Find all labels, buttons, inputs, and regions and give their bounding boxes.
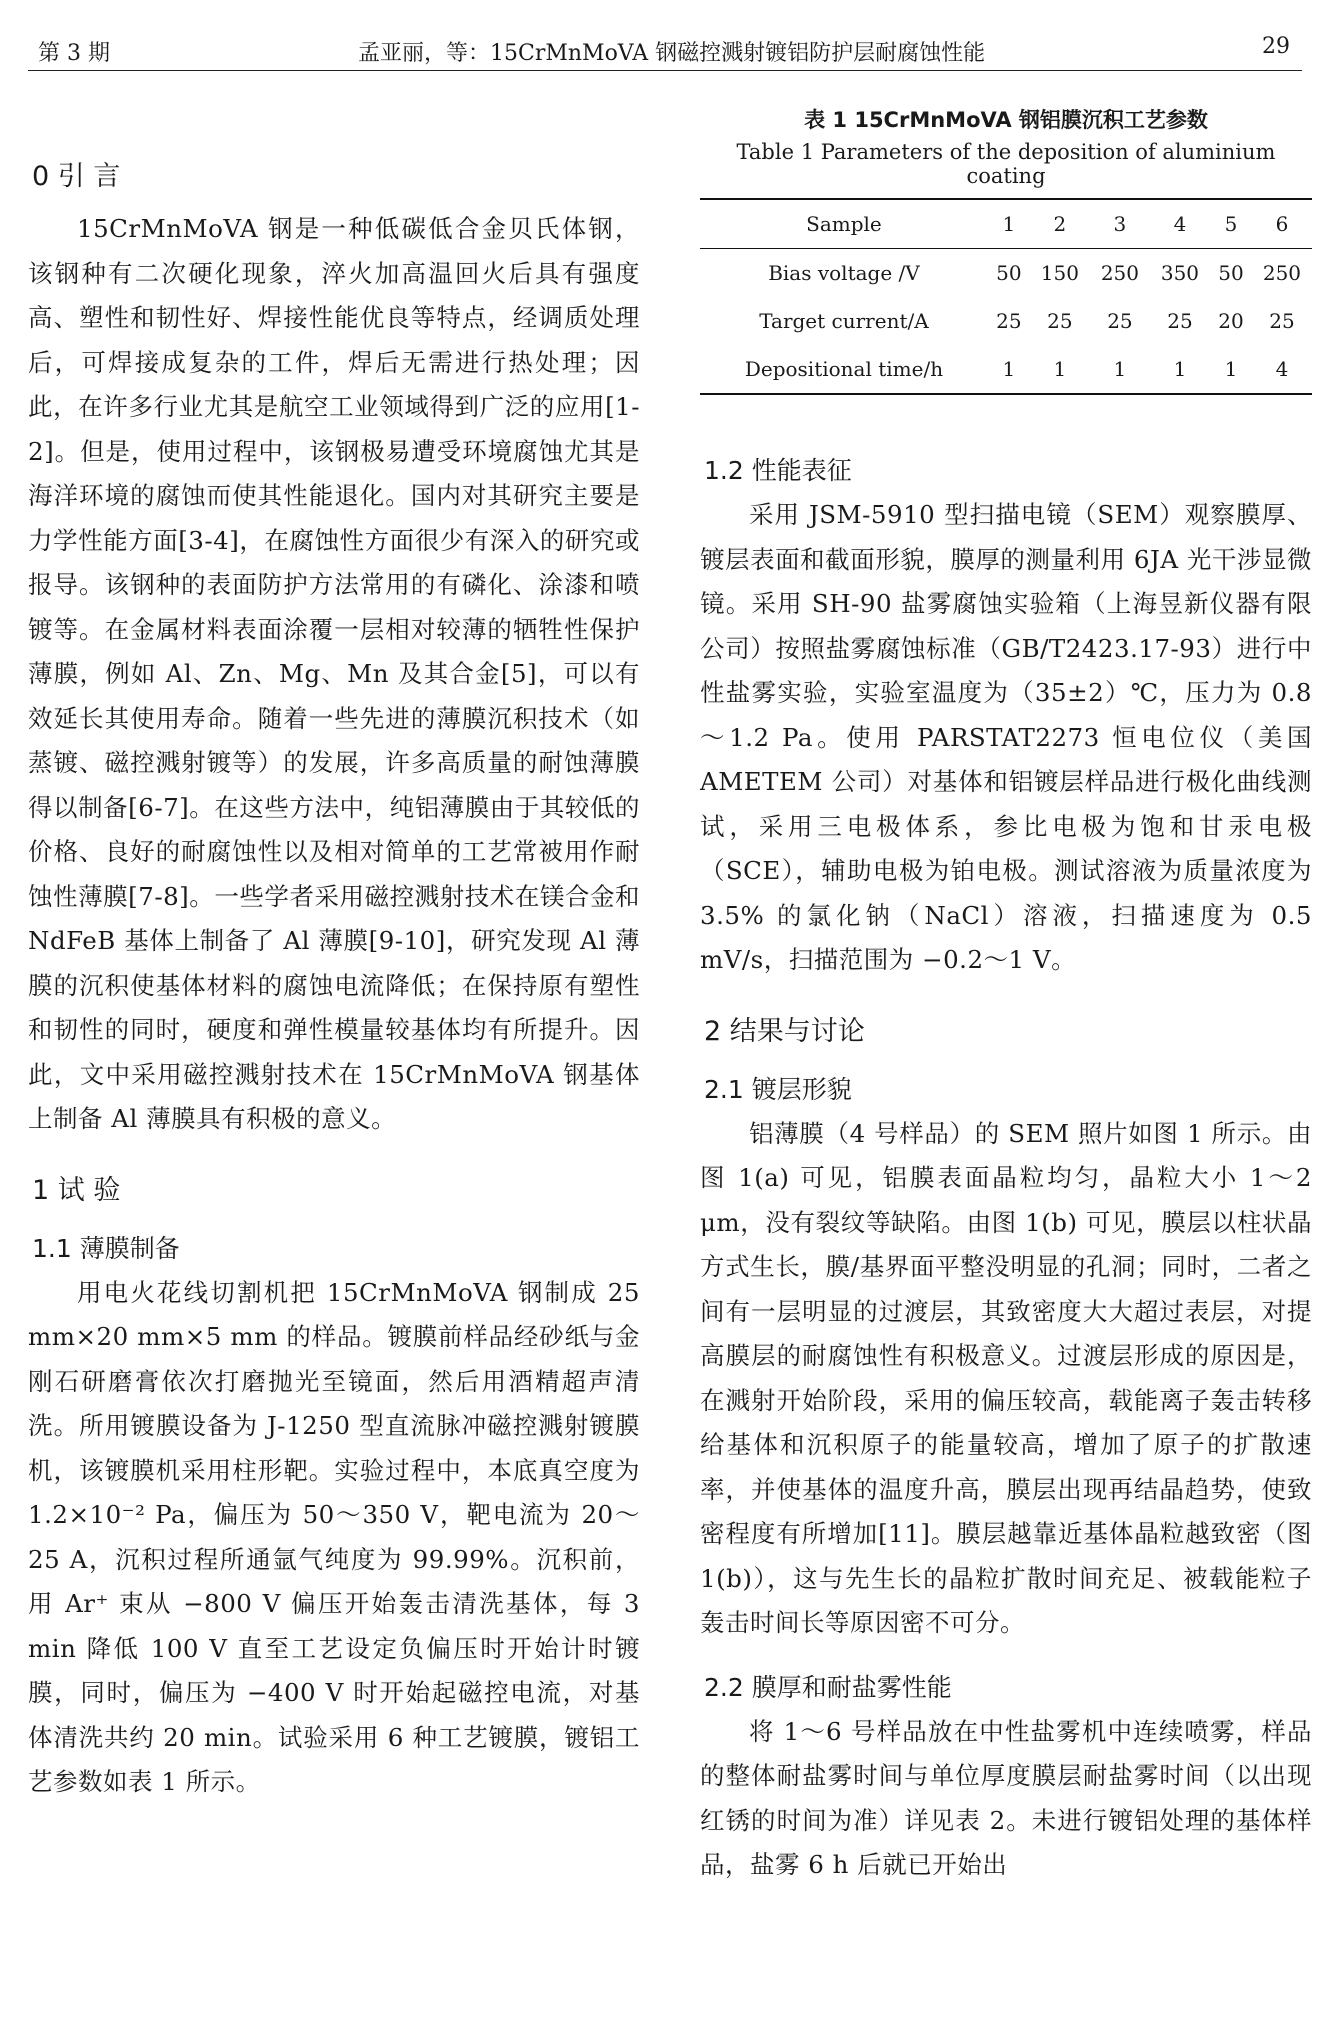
issue-label: 第 3 期 bbox=[38, 41, 110, 66]
table-header-cell: Sample bbox=[806, 212, 882, 236]
table-cell: Bias voltage /V bbox=[768, 261, 920, 285]
table-header-cell: 2 bbox=[1053, 212, 1067, 236]
film-preparation-paragraph: 用电火花线切割机把 15CrMnMoVA 钢制成 25 mm×20 mm×5 mm 的样品。镀膜前样品经砂纸与金刚石研磨膏依次打磨抛光至镜面，然后用酒精超声清洗。所用镀膜设备为 J-1250 型直流脉冲磁控溅射镀膜机，该镀膜机采用柱形靶。实验过程中，本底真空度为 1.2×10⁻² Pa，偏压为 50～350 V，靶电流为 20～25 A，沉积过程所通氩气纯度为 99.99%。沉积前，用 Ar⁺ 束从 −800 V 偏压开始轰击清洗基体，每 3 min 降低 100 V 直至工艺设定负偏压时开始计时镀膜，同时，偏压为 −400 V 时开始起磁控电流，对基体清洗共约 20 min。试验采用 6 种工艺镀膜，镀铝工艺参数如表 1 所示。 bbox=[28, 1277, 640, 1796]
table-caption-en: Table 1 Parameters of the deposition of aluminium coating bbox=[736, 140, 1276, 188]
subsection-heading-salt-spray: 2.2 膜厚和耐盐雾性能 bbox=[704, 1672, 952, 1702]
table-cell: 350 bbox=[1160, 261, 1200, 285]
characterization-paragraph: 采用 JSM-5910 型扫描电镜（SEM）观察膜厚、镀层表面和截面形貌，膜厚的测量利用 6JA 光干涉显微镜。采用 SH-90 盐雾腐蚀实验箱（上海昱新仪器有限公司）按照盐雾腐蚀标准（GB/T2423.17-93）进行中性盐雾实验，实验室温度为（35±2）℃，压力为 0.8～1.2 Pa。使用 PARSTAT2273 恒电位仪（美国 AMETEM 公司）对基体和铝镀层样品进行极化曲线测试，采用三电极体系，参比电极为饱和甘汞电极（SCE），辅助电极为铂电极。测试溶液为质量浓度为 3.5% 的氯化钠（NaCl）溶液，扫描速度为 0.5 mV/s，扫描范围为 −0.2～1 V。 bbox=[700, 500, 1312, 974]
table-cell: 25 bbox=[996, 309, 1022, 333]
table-row bbox=[700, 297, 1312, 345]
deposition-parameters-table bbox=[700, 198, 1312, 395]
table-caption-zh: 表 1 15CrMnMoVA 钢铝膜沉积工艺参数 bbox=[804, 108, 1208, 132]
subsection-heading-morphology: 2.1 镀层形貌 bbox=[704, 1074, 852, 1104]
table-header-cell: 1 bbox=[1002, 212, 1016, 236]
section-heading-experiment: 1 试 验 bbox=[32, 1174, 121, 1206]
table-cell: 25 bbox=[1047, 309, 1073, 333]
table-header-row bbox=[700, 199, 1312, 249]
table-cell: 1 bbox=[1173, 357, 1187, 381]
table-cell: 1 bbox=[1053, 357, 1067, 381]
salt-spray-paragraph: 将 1～6 号样品放在中性盐雾机中连续喷雾，样品的整体耐盐雾时间与单位厚度膜层耐盐雾时间（以出现红锈的时间为准）详见表 2。未进行镀铝处理的基体样品，盐雾 6 h 后就已开始出 bbox=[700, 1716, 1312, 1879]
table-header-cell: 4 bbox=[1173, 212, 1187, 236]
table-cell: 1 bbox=[1224, 357, 1238, 381]
table-header-cell: 6 bbox=[1275, 212, 1289, 236]
section-heading-introduction: 0 引 言 bbox=[32, 161, 121, 192]
table-row bbox=[700, 249, 1312, 298]
subsection-heading-characterization: 1.2 性能表征 bbox=[704, 456, 852, 485]
table-row bbox=[700, 345, 1312, 394]
table-cell: Target current/A bbox=[759, 309, 929, 333]
table-cell: 1 bbox=[1113, 357, 1127, 381]
page-header bbox=[28, 30, 1302, 71]
table-cell: 150 bbox=[1040, 261, 1079, 285]
table-header-cell: 5 bbox=[1224, 212, 1238, 236]
table-cell: 250 bbox=[1100, 261, 1139, 285]
table-cell: 4 bbox=[1275, 357, 1289, 381]
introduction-paragraph: 15CrMnMoVA 钢是一种低碳低合金贝氏体钢，该钢种有二次硬化现象，淬火加高温回火后具有强度高、塑性和韧性好、焊接性能优良等特点，经调质处理后，可焊接成复杂的工件，焊后无需进行热处理；因此，在许多行业尤其是航空工业领域得到广泛的应用[1-2]。但是，使用过程中，该钢极易遭受环境腐蚀尤其是海洋环境的腐蚀而使其性能退化。国内对其研究主要是力学性能方面[3-4]，在腐蚀性方面很少有深入的研究或报导。该钢种的表面防护方法常用的有磷化、涂漆和喷镀等。在金属材料表面涂覆一层相对较薄的牺牲性保护薄膜，例如 Al、Zn、Mg、Mn 及其合金[5]，可以有效延长其使用寿命。随着一些先进的薄膜沉积技术（如蒸镀、磁控溅射镀等）的发展，许多高质量的耐蚀薄膜得以制备[6-7]。在这些方法中，纯铝薄膜由于其较低的价格、良好的耐腐蚀性以及相对简单的工艺常被用作耐蚀性薄膜[7-8]。一些学者采用磁控溅射技术在镁合金和 NdFeB 基体上制备了 Al 薄膜[9-10]，研究发现 Al 薄膜的沉积使基体材料的腐蚀电流降低；在保持原有塑性和韧性的同时，硬度和弹性模量较基体均有所提升。因此，文中采用磁控溅射技术在 15CrMnMoVA 钢基体上制备 Al 薄膜具有积极的意义。 bbox=[28, 214, 640, 1133]
table-header-cell: 3 bbox=[1113, 212, 1127, 236]
section-heading-results: 2 结果与讨论 bbox=[704, 1015, 865, 1047]
table-cell: 250 bbox=[1262, 261, 1302, 285]
table-cell: Depositional time/h bbox=[744, 357, 944, 381]
table-cell: 50 bbox=[1218, 261, 1244, 285]
right-column bbox=[700, 100, 1312, 1888]
table-cell: 25 bbox=[1107, 309, 1133, 333]
subsection-heading-film-preparation: 1.1 薄膜制备 bbox=[32, 1233, 180, 1263]
table-cell: 25 bbox=[1167, 309, 1193, 333]
left-column bbox=[28, 128, 640, 1805]
table-cell: 20 bbox=[1218, 309, 1244, 333]
table-cell: 50 bbox=[996, 261, 1022, 285]
table-cell: 1 bbox=[1002, 357, 1016, 381]
table-cell: 25 bbox=[1269, 309, 1295, 333]
running-title: 孟亚丽，等：15CrMnMoVA 钢磁控溅射镀铝防护层耐腐蚀性能 bbox=[358, 41, 986, 66]
morphology-paragraph: 铝薄膜（4 号样品）的 SEM 照片如图 1 所示。由图 1(a) 可见，铝膜表面晶粒均匀，晶粒大小 1～2 μm，没有裂纹等缺陷。由图 1(b) 可见，膜层以柱状晶方式生长，膜/基界面平整没明显的孔洞；同时，二者之间有一层明显的过渡层，其致密度大大超过表层，对提高膜层的耐腐蚀性有积极意义。过渡层形成的原因是，在溅射开始阶段，采用的偏压较高，载能离子轰击转移给基体和沉积原子的能量较高，增加了原子的扩散速率，并使基体的温度升高，膜层出现再结晶趋势，使致密程度有所增加[11]。膜层越靠近基体晶粒越致密（图 1(b)），这与先生长的晶粒扩散时间充足、被载能粒子轰击时间长等原因密不可分。 bbox=[700, 1118, 1312, 1637]
page-number: 29 bbox=[1262, 34, 1290, 59]
